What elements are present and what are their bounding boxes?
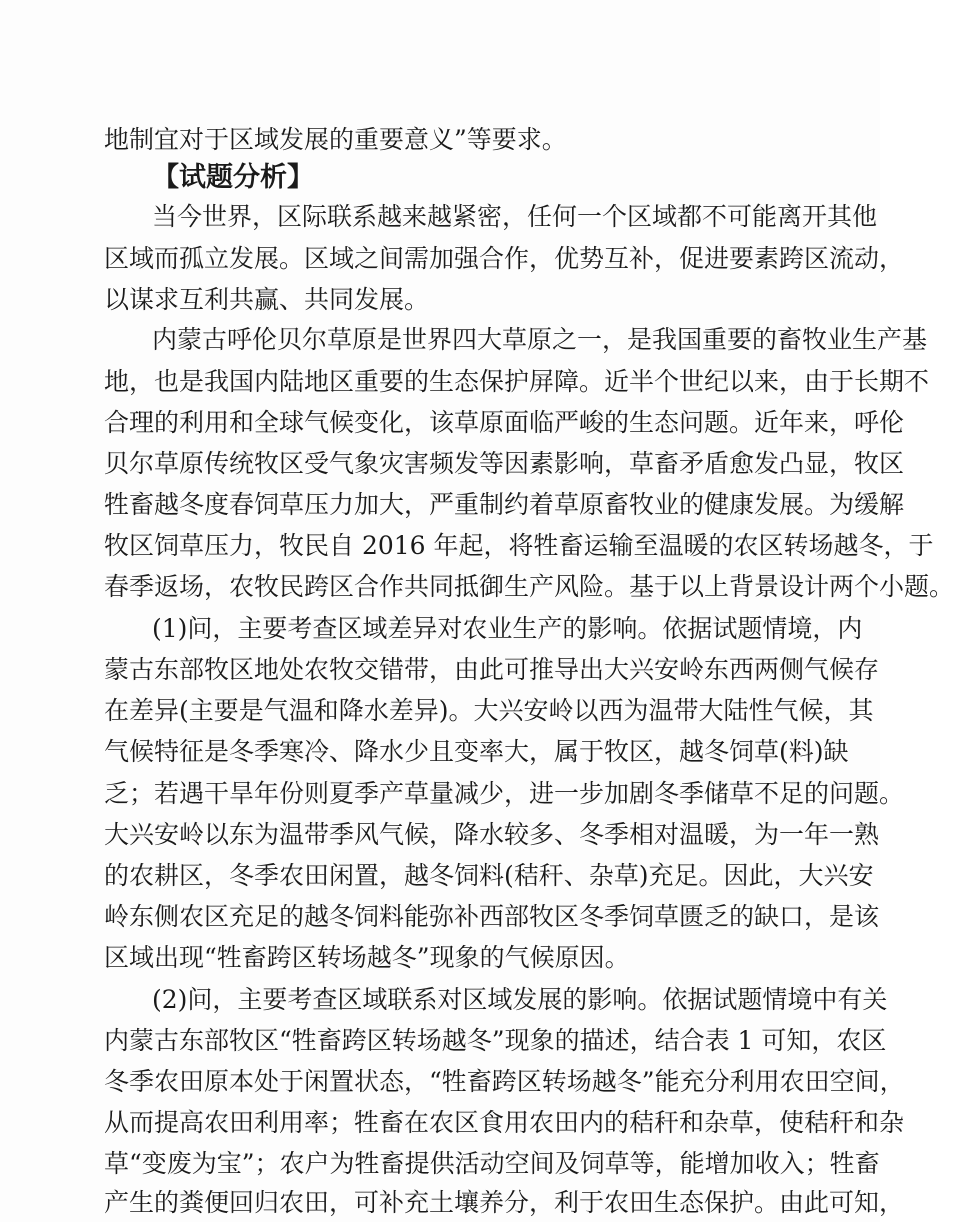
paragraph-line: (2)问，主要考查区域联系对区域发展的影响。依据试题情境中有关 bbox=[152, 985, 888, 1014]
paragraph-line: 春季返场，农牧民跨区合作共同抵御生产风险。基于以上背景设计两个小题。 bbox=[104, 572, 954, 601]
paragraph-line: 合理的利用和全球气候变化，该草原面临严峻的生态问题。近年来，呼伦 bbox=[104, 408, 905, 437]
paragraph-line: 草“变废为宝”；农户为牲畜提供活动空间及饲草等，能增加收入；牲畜 bbox=[104, 1149, 880, 1178]
paragraph-line: (1)问，主要考查区域差异对农业生产的影响。依据试题情境，内 bbox=[152, 614, 863, 643]
paragraph-line: 当今世界，区际联系越来越紧密，任何一个区域都不可能离开其他 bbox=[152, 202, 878, 231]
paragraph-line: 贝尔草原传统牧区受气象灾害频发等因素影响，草畜矛盾愈发凸显，牧区 bbox=[104, 449, 905, 478]
paragraph-line: 内蒙古东部牧区“牲畜跨区转场越冬”现象的描述，结合表 1 可知，农区 bbox=[104, 1026, 887, 1055]
paragraph-line: 的农耕区，冬季农田闲置，越冬饲料(秸秆、杂草)充足。因此，大兴安 bbox=[104, 861, 874, 890]
paragraph-line: 区域出现“牲畜跨区转场越冬”现象的气候原因。 bbox=[104, 943, 630, 972]
intro-tail-line: 地制宜对于区域发展的重要意义”等要求。 bbox=[104, 125, 567, 154]
paragraph-line: 区域而孤立发展。区域之间需加强合作，优势互补，促进要素跨区流动， bbox=[104, 244, 905, 273]
paragraph-line: 从而提高农田利用率；牲畜在农区食用农田内的秸秆和杂草，使秸秆和杂 bbox=[104, 1108, 905, 1137]
paragraph-line: 内蒙古呼伦贝尔草原是世界四大草原之一，是我国重要的畜牧业生产基 bbox=[152, 325, 928, 354]
paragraph-line: 蒙古东部牧区地处农牧交错带，由此可推导出大兴安岭东西两侧气候存 bbox=[104, 655, 880, 684]
paragraph-line: 地，也是我国内陆地区重要的生态保护屏障。近半个世纪以来，由于长期不 bbox=[104, 367, 930, 396]
paragraph-line: 大兴安岭以东为温带季风气候，降水较多、冬季相对温暖，为一年一熟 bbox=[104, 820, 880, 849]
paragraph-line: 乏；若遇干旱年份则夏季产草量减少，进一步加剧冬季储草不足的问题。 bbox=[104, 779, 905, 808]
paragraph-line: 岭东侧农区充足的越冬饲料能弥补西部牧区冬季饲草匮乏的缺口，是该 bbox=[104, 902, 880, 931]
paragraph-line: 气候特征是冬季寒冷、降水少且变率大，属于牧区，越冬饲草(料)缺 bbox=[104, 737, 849, 766]
paragraph-line: 产生的粪便回归农田，可补充土壤养分，利于农田生态保护。由此可知， bbox=[104, 1188, 905, 1217]
section-heading: 【试题分析】 bbox=[152, 162, 314, 193]
paragraph-line: 牲畜越冬度春饲草压力加大，严重制约着草原畜牧业的健康发展。为缓解 bbox=[104, 490, 905, 519]
paragraph-line: 牧区饲草压力，牧民自 2016 年起，将牲畜运输至温暖的农区转场越冬，于 bbox=[104, 531, 934, 560]
paragraph-line: 在差异(主要是气温和降水差异)。大兴安岭以西为温带大陆性气候，其 bbox=[104, 696, 874, 725]
paragraph-line: 冬季农田原本处于闲置状态，“牲畜跨区转场越冬”能充分利用农田空间， bbox=[104, 1067, 905, 1096]
paragraph-line: 以谋求互利共赢、共同发展。 bbox=[104, 285, 430, 314]
